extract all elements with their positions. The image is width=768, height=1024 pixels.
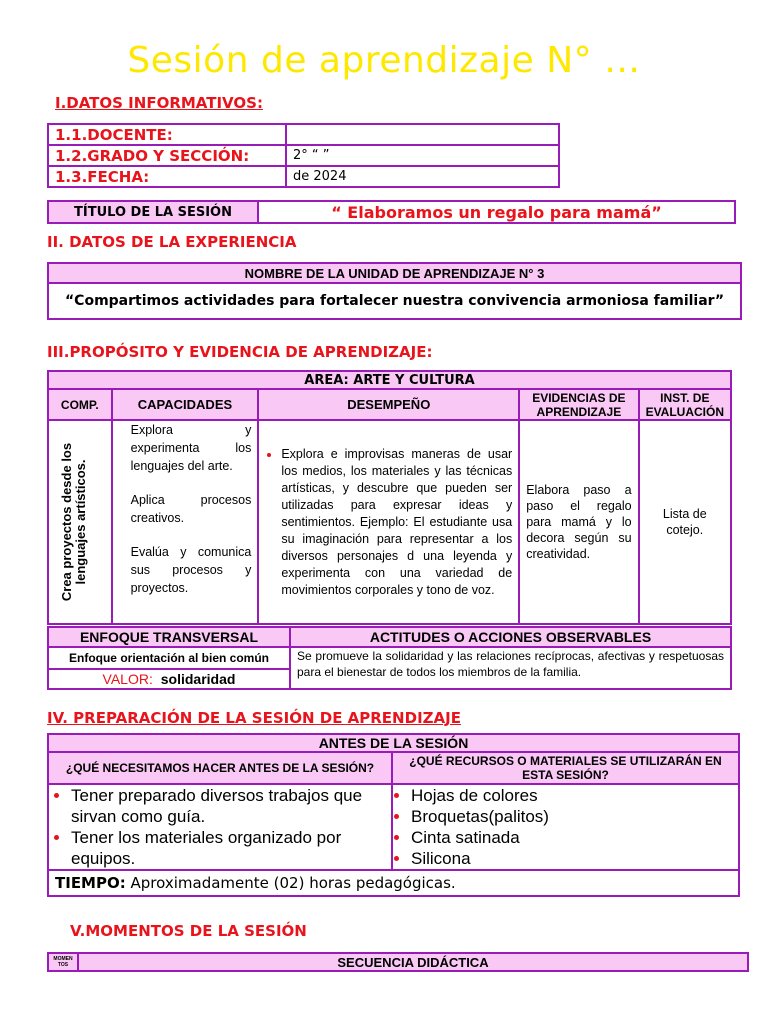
capacidad-3: Evalúa y comunica sus procesos y proyectos. xyxy=(130,545,252,595)
evidencia-cell: Elabora paso a paso el regalo para mamá y lo decora según su creatividad. xyxy=(519,420,638,624)
recursos-list-cell xyxy=(392,784,739,870)
col-capacidades: CAPACIDADES xyxy=(112,389,259,420)
enfoque-value: Enfoque orientación al bien común xyxy=(48,647,290,669)
momentos-label: MOMEN TOS xyxy=(48,953,78,971)
unidad-value: “Compartimos actividades para fortalecer nuestra convivencia armoniosa familiar” xyxy=(48,283,741,319)
comp-text: Crea proyectos desde los lenguajes artísticos. xyxy=(59,442,88,602)
antes-item: • Tener los materiales organizado por equipos. xyxy=(71,827,385,869)
instrumento-cell: Lista de cotejo. xyxy=(639,420,731,624)
col-desempeno: DESEMPEÑO xyxy=(258,389,519,420)
page-title: Sesión de aprendizaje N° … xyxy=(127,40,641,81)
grado-label: 1.2.GRADO Y SECCIÓN: xyxy=(48,145,286,166)
col-comp: COMP. xyxy=(48,389,112,420)
comp-cell xyxy=(48,420,112,624)
enfoque-header: ENFOQUE TRANSVERSAL xyxy=(48,627,290,647)
actitudes-header: ACTITUDES O ACCIONES OBSERVABLES xyxy=(290,627,731,647)
recurso-item: • Cinta satinada xyxy=(411,827,732,848)
tiempo-value: Aproximadamente (02) horas pedagógicas. xyxy=(130,874,456,892)
area-header: AREA: ARTE Y CULTURA xyxy=(48,371,731,389)
antes-header: ANTES DE LA SESIÓN xyxy=(48,734,739,752)
valor-cell xyxy=(48,669,290,689)
fecha-value: de 2024 xyxy=(286,166,559,187)
capacidades-cell xyxy=(112,420,259,624)
recurso-item: • Broquetas(palitos) xyxy=(411,806,732,827)
recurso-item: • Hojas de colores xyxy=(411,785,732,806)
section-5-heading: V.MOMENTOS DE LA SESIÓN xyxy=(70,922,307,940)
section-4-heading: IV. PREPARACIÓN DE LA SESIÓN DE APRENDIZAJE xyxy=(47,709,461,727)
secuencia-header: SECUENCIA DIDÁCTICA xyxy=(78,953,748,971)
desempeno-cell xyxy=(258,420,519,624)
titulo-value: “ Elaboramos un regalo para mamá” xyxy=(258,201,735,223)
titulo-table xyxy=(47,200,736,224)
momentos-table xyxy=(47,952,749,972)
section-2-heading: II. DATOS DE LA EXPERIENCIA xyxy=(47,233,297,251)
col-inst: INST. DE EVALUACIÓN xyxy=(639,389,731,420)
capacidad-1: Explora y experimenta los lenguajes del arte. xyxy=(130,423,252,473)
unidad-header: NOMBRE DE LA UNIDAD DE APRENDIZAJE N° 3 xyxy=(48,263,741,283)
capacidad-2: Aplica procesos creativos. xyxy=(130,493,252,525)
antes-list-cell xyxy=(48,784,392,870)
q1-header: ¿QUÉ NECESITAMOS HACER ANTES DE LA SESIÓN? xyxy=(48,752,392,784)
unidad-table xyxy=(47,262,742,320)
preparacion-table xyxy=(47,733,740,897)
recurso-item: • Silicona xyxy=(411,848,732,869)
tiempo-cell xyxy=(48,870,739,896)
datos-table xyxy=(47,123,560,188)
proposito-table xyxy=(47,370,732,625)
valor-label: VALOR: xyxy=(102,671,153,687)
q2-header: ¿QUÉ RECURSOS O MATERIALES SE UTILIZARÁN EN ESTA SESIÓN? xyxy=(392,752,739,784)
docente-value xyxy=(286,124,559,145)
grado-value: 2° “ ” xyxy=(286,145,559,166)
docente-label: 1.1.DOCENTE: xyxy=(48,124,286,145)
valor-value: solidaridad xyxy=(160,671,236,687)
titulo-label: TÍTULO DE LA SESIÓN xyxy=(48,201,258,223)
fecha-label: 1.3.FECHA: xyxy=(48,166,286,187)
desempeno-text: • Explora e improvisas maneras de usar los medios, los materiales y las técnicas artísticas, y descubre que pueden ser utilizadas para expresar ideas y sentimientos. Ejemplo: El estudiante usa su imaginación para representar a los diversos personajes d una leyenda y experimenta con una variedad de movimientos corporales y tono de voz. xyxy=(281,446,512,599)
antes-item: • Tener preparado diversos trabajos que sirvan como guía. xyxy=(71,785,385,827)
tiempo-label: TIEMPO: xyxy=(55,874,126,892)
col-evidencias: EVIDENCIAS DE APRENDIZAJE xyxy=(519,389,638,420)
enfoque-table xyxy=(47,626,732,690)
section-1-heading: I.DATOS INFORMATIVOS: xyxy=(55,94,263,112)
section-3-heading: III.PROPÓSITO Y EVIDENCIA DE APRENDIZAJE: xyxy=(47,343,433,361)
actitudes-value: Se promueve la solidaridad y las relaciones recíprocas, afectivas y respetuosas para el bienestar de todos los miembros de la familia. xyxy=(290,647,731,689)
